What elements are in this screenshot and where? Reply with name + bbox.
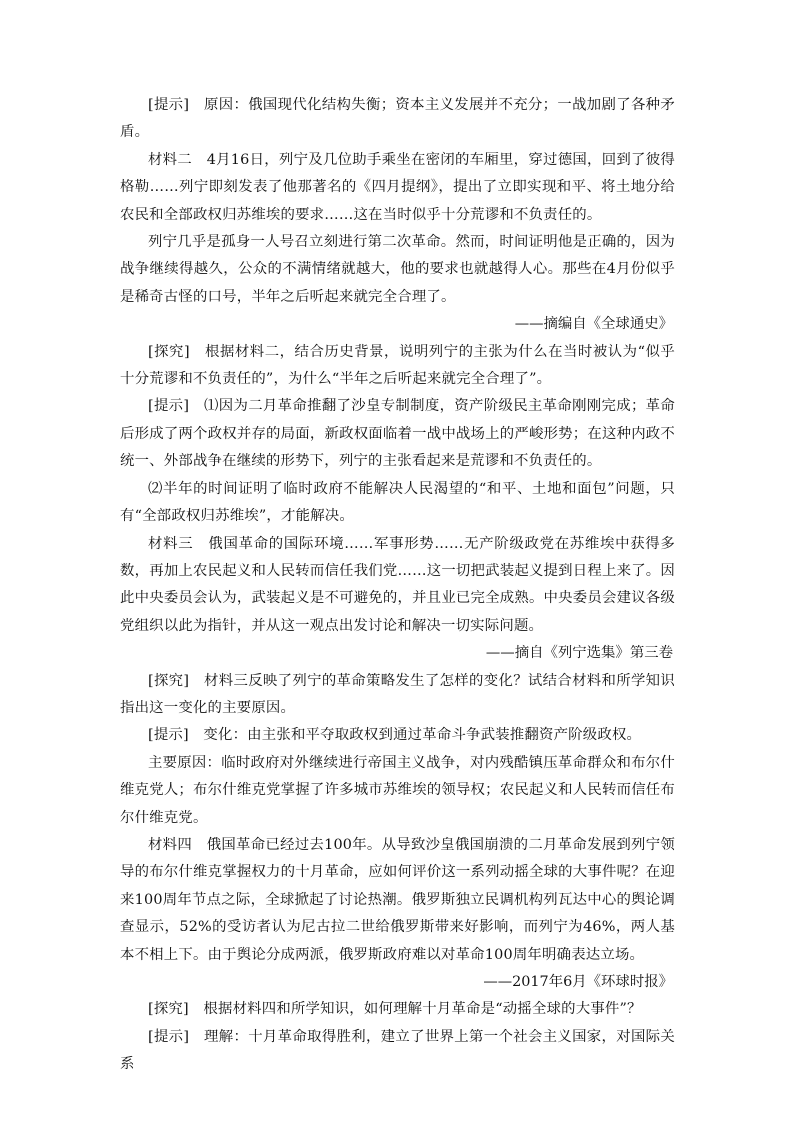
material-two-continuation: 列宁几乎是孤身一人号召立刻进行第二次革命。然而，时间证明他是正确的，因为战争继续得越久，公众的不满情绪就越大，他的要求也就越得人心。那些在4月份似乎是稀奇古怪的口号，半年之后听起来就完全合理了。 <box>120 234 675 305</box>
hint-continuation: ⑵半年的时间证明了临时政府不能解决人民渴望的“和平、土地和面包”问题，只有“全部政权归苏维埃”，才能解决。 <box>120 480 675 525</box>
explore-paragraph: [探究] 根据材料四和所学知识，如何理解十月革命是“动摇全球的大事件”？ <box>148 1001 642 1018</box>
hint-continuation: 主要原因：临时政府对外继续进行帝国主义战争，对内残酷镇压革命群众和布尔什维克党人；布尔什维克党掌握了许多城市苏维埃的领导权；农民起义和人民转而信任布尔什维克党。 <box>120 754 675 826</box>
document-body <box>120 92 675 1079</box>
source-citation: ——摘编自《全球通史》 <box>514 316 673 333</box>
hint-paragraph: [提示] ⑴因为二月革命推翻了沙皇专制制度，资产阶级民主革命刚刚完成；革命后形成了两个政权并存的局面，新政权面临着一战中战场上的严峻形势；在这种内政不统一、外部战争在继续的形势下，列宁的主张看起来是荒谬和不负责任的。 <box>120 398 675 470</box>
source-citation: ——摘自《列宁选集》第三卷 <box>485 645 673 662</box>
material-two-paragraph: 材料二 4月16日，列宁及几位助手乘坐在密闭的车厢里，穿过德国，回到了彼得格勒……列宁即刻发表了他那著名的《四月提纲》，提出了立即实现和平、将土地分给农民和全部政权归苏维埃的要求……这在当时似乎十分荒谬和不负责任的。 <box>120 151 675 223</box>
material-three-paragraph: 材料三 俄国革命的国际环境……军事形势……无产阶级政党在苏维埃中获得多数，再加上农民起义和人民转而信任我们党……这一切把武装起义提到日程上来了。因此中央委员会认为，武装起义是不可避免的，并且业已完全成熟。中央委员会建议各级党组织以此为指针，并从这一观点出发讨论和解决一切实际问题。 <box>120 535 675 634</box>
material-four-paragraph: 材料四 俄国革命已经过去100年。从导致沙皇俄国崩溃的二月革命发展到列宁领导的布尔什维克掌握权力的十月革命，应如何评价这一系列动摇全球的大事件呢？在迎来100周年节点之际，全球掀起了讨论热潮。俄罗斯独立民调机构列瓦达中心的舆论调查显示，52%的受访者认为尼古拉二世给俄罗斯带来好影响，而列宁为46%，两人基本不相上下。由于舆论分成两派，俄罗斯政府难以对革命100周年明确表达立场。 <box>120 836 675 963</box>
explore-paragraph: [探究] 根据材料二，结合历史背景，说明列宁的主张为什么在当时被认为“似乎十分荒谬和不负责任的”，为什么“半年之后听起来就完全合理了”。 <box>120 343 675 388</box>
hint-paragraph: [提示] 理解：十月革命取得胜利，建立了世界上第一个社会主义国家，对国际关系 <box>120 1028 675 1073</box>
hint-paragraph: [提示] 原因：俄国现代化结构失衡；资本主义发展并不充分；一战加剧了各种矛盾。 <box>120 97 675 141</box>
explore-paragraph: [探究] 材料三反映了列宁的革命策略发生了怎样的变化？试结合材料和所学知识指出这一变化的主要原因。 <box>120 672 675 716</box>
hint-paragraph: [提示] 变化：由主张和平夺取政权到通过革命斗争武装推翻资产阶级政权。 <box>148 727 642 744</box>
source-citation: ——2017年6月《环球时报》 <box>483 974 673 990</box>
